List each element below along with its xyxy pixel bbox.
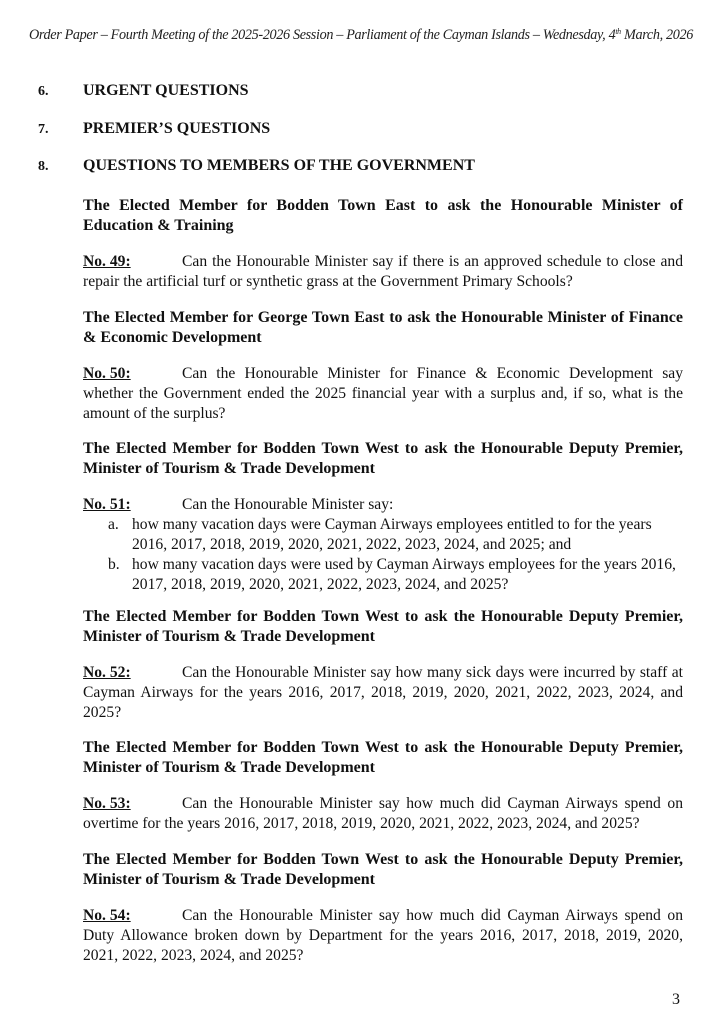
question-text: Can the Honourable Minister say:: [182, 496, 394, 513]
section-heading-8: [38, 157, 475, 175]
question-asker: The Elected Member for George Town East to ask the Honourable Minister of Finance & Economic Development: [83, 309, 683, 346]
sub-item-label: a.: [108, 516, 119, 533]
question-54: [83, 906, 683, 966]
question-number: No. 51:: [83, 496, 131, 513]
section-number: 7.: [38, 122, 49, 137]
question-number: No. 49:: [83, 253, 131, 270]
question-asker: The Elected Member for Bodden Town East to ask the Honourable Minister of Education & Training: [83, 197, 683, 234]
section-title: PREMIER’S QUESTIONS: [83, 120, 271, 137]
question-asker: The Elected Member for Bodden Town West to ask the Honourable Deputy Premier, Minister of Tourism & Trade Development: [83, 739, 683, 776]
question-53: [83, 794, 683, 834]
header-superscript: th: [615, 27, 621, 36]
question-asker: The Elected Member for Bodden Town West to ask the Honourable Deputy Premier, Minister of Tourism & Trade Development: [83, 851, 683, 888]
running-header: [0, 27, 722, 44]
section-title: URGENT QUESTIONS: [83, 82, 249, 99]
page-number: 3: [672, 991, 680, 1008]
question-52: [83, 663, 683, 723]
question-text: Can the Honourable Minister say how much did Cayman Airways spend on overtime for the years 2016, 2017, 2018, 2019, 2020, 2021, 2022, 2023, 2024, and 2025?: [83, 795, 683, 832]
question-text: Can the Honourable Minister say how many sick days were incurred by staff at Cayman Airways for the years 2016, 2017, 2018, 2019, 2020, 2021, 2022, 2023, 2024, and 2025?: [83, 664, 683, 721]
section-number: 8.: [38, 159, 49, 174]
sub-item-text: how many vacation days were used by Cayman Airways employees for the years 2016, 2017, 2018, 2019, 2020, 2021, 2022, 2023, 2024, and 2025?: [132, 556, 676, 593]
section-title: QUESTIONS TO MEMBERS OF THE GOVERNMENT: [83, 157, 475, 174]
question-text: Can the Honourable Minister say if there is an approved schedule to close and repair the artificial turf or synthetic grass at the Government Primary Schools?: [83, 253, 683, 290]
question-asker: The Elected Member for Bodden Town West to ask the Honourable Deputy Premier, Minister of Tourism & Trade Development: [83, 608, 683, 645]
header-text: Order Paper – Fourth Meeting of the 2025-2026 Session – Parliament of the Cayman Islands – Wednesday, 4: [29, 27, 616, 43]
question-50: [83, 364, 683, 424]
question-49: [83, 252, 683, 292]
sub-item-label: b.: [108, 556, 120, 573]
question-text: Can the Honourable Minister for Finance & Economic Development say whether the Government ended the 2025 financial year with a surplus and, if so, what is the amount of the surplus?: [83, 365, 683, 422]
question-number: No. 54:: [83, 907, 131, 924]
question-51: [83, 495, 683, 595]
question-text: Can the Honourable Minister say how much did Cayman Airways spend on Duty Allowance broken down by Department for the years 2016, 2017, 2018, 2019, 2020, 2021, 2022, 2023, 2024, and 2025?: [83, 907, 683, 964]
sub-item-text: how many vacation days were Cayman Airways employees entitled to for the years 2016, 2017, 2018, 2019, 2020, 2021, 2022, 2023, 2024, and 2025; and: [132, 516, 652, 553]
question-number: No. 53:: [83, 795, 131, 812]
section-number: 6.: [38, 84, 49, 99]
question-number: No. 52:: [83, 664, 131, 681]
header-text-end: March, 2026: [620, 27, 693, 43]
question-number: No. 50:: [83, 365, 131, 382]
question-asker: The Elected Member for Bodden Town West to ask the Honourable Deputy Premier, Minister of Tourism & Trade Development: [83, 440, 683, 477]
sub-item-a: [83, 515, 683, 555]
section-heading-6: [38, 82, 249, 100]
sub-item-b: [83, 555, 683, 595]
section-heading-7: [38, 120, 270, 138]
